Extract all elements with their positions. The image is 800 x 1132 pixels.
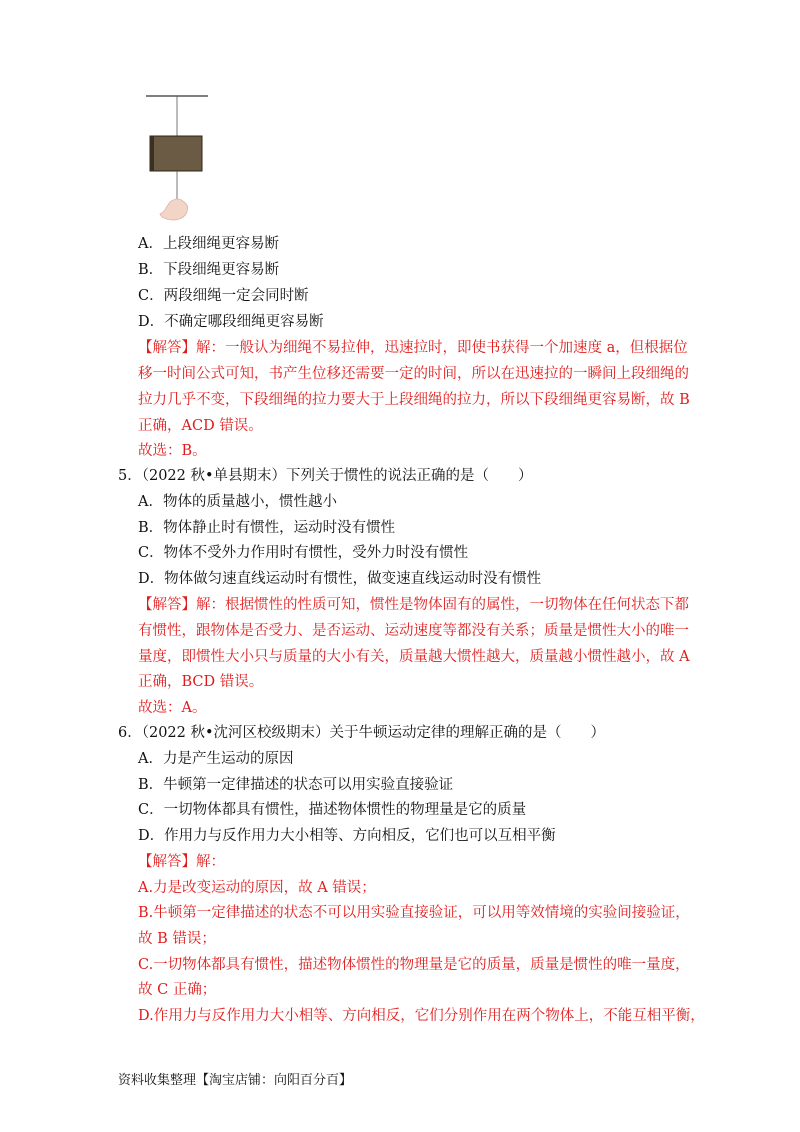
book-hanging-figure bbox=[140, 92, 220, 227]
q4-answer-line: 正确，ACD 错误。 bbox=[138, 418, 263, 434]
q6-answer-line: D.作用力与反作用力大小相等、方向相反，它们分别作用在两个物体上，不能互相平衡， bbox=[138, 1008, 705, 1024]
q5-choice: 故选：A。 bbox=[138, 700, 207, 716]
q5-answer-line: 正确，BCD 错误。 bbox=[138, 674, 264, 690]
q4-answer-line: 移一时间公式可知，书产生位移还需要一定的时间，所以在迅速拉的一瞬间上段细绳的 bbox=[138, 366, 689, 382]
q4-choice: 故选：B。 bbox=[138, 443, 207, 459]
q6-answer-line: A.力是改变运动的原因，故 A 错误； bbox=[138, 880, 376, 896]
q5-option-d: D．物体做匀速直线运动时有惯性，做变速直线运动时没有惯性 bbox=[138, 571, 542, 587]
page-footer: 资料收集整理【淘宝店铺：向阳百分百】 bbox=[118, 1073, 353, 1088]
q5-option-c: C．物体不受外力作用时有惯性，受外力时没有惯性 bbox=[138, 545, 469, 561]
q4-option-a: A．上段细绳更容易断 bbox=[138, 236, 279, 252]
q6-option-c: C．一切物体都具有惯性，描述物体惯性的物理量是它的质量 bbox=[138, 802, 527, 818]
q6-option-a: A．力是产生运动的原因 bbox=[138, 751, 294, 767]
q4-answer-line: 【解答】解：一般认为细绳不易拉伸，迅速拉时，即使书获得一个加速度 a，但根据位 bbox=[138, 340, 688, 356]
q5-answer-line: 【解答】解：根据惯性的性质可知，惯性是物体固有的属性，一切物体在任何状态下都 bbox=[138, 597, 689, 613]
q4-option-d: D．不确定哪段细绳更容易断 bbox=[138, 314, 324, 330]
q5-answer-line: 量度，即惯性大小只与质量的大小有关，质量越大惯性越大，质量越小惯性越小，故 A bbox=[138, 649, 690, 665]
q6-answer-line: C.一切物体都具有惯性，描述物体惯性的物理量是它的质量，质量是惯性的唯一量度， bbox=[138, 957, 690, 973]
q6-answer-line: 故 B 错误； bbox=[138, 931, 216, 947]
q4-option-c: C．两段细绳一定会同时断 bbox=[138, 288, 309, 304]
q5-option-a: A．物体的质量越小，惯性越小 bbox=[138, 494, 337, 510]
q6-answer-line: 故 C 正确； bbox=[138, 982, 217, 998]
q6-stem: 6．（2022 秋•沈河区校级期末）关于牛顿运动定律的理解正确的是（ ） bbox=[118, 725, 606, 741]
q5-option-b: B．物体静止时有惯性，运动时没有惯性 bbox=[138, 520, 396, 536]
q5-answer-line: 有惯性，跟物体是否受力、是否运动、运动速度等都没有关系；质量是惯性大小的唯一 bbox=[138, 623, 689, 639]
q6-answer-line: B.牛顿第一定律描述的状态不可以用实验直接验证，可以用等效情境的实验间接验证， bbox=[138, 905, 690, 921]
q4-option-b: B．下段细绳更容易断 bbox=[138, 262, 280, 278]
q4-answer-line: 拉力几乎不变，下段细绳的拉力要大于上段细绳的拉力，所以下段细绳更容易断，故 B bbox=[138, 392, 690, 408]
q6-answer-line: 【解答】解： bbox=[138, 854, 225, 870]
q6-option-d: D．作用力与反作用力大小相等、方向相反，它们也可以互相平衡 bbox=[138, 828, 556, 844]
q5-stem: 5．（2022 秋•单县期末）下列关于惯性的说法正确的是（ ） bbox=[118, 468, 533, 484]
q6-option-b: B．牛顿第一定律描述的状态可以用实验直接验证 bbox=[138, 777, 454, 793]
